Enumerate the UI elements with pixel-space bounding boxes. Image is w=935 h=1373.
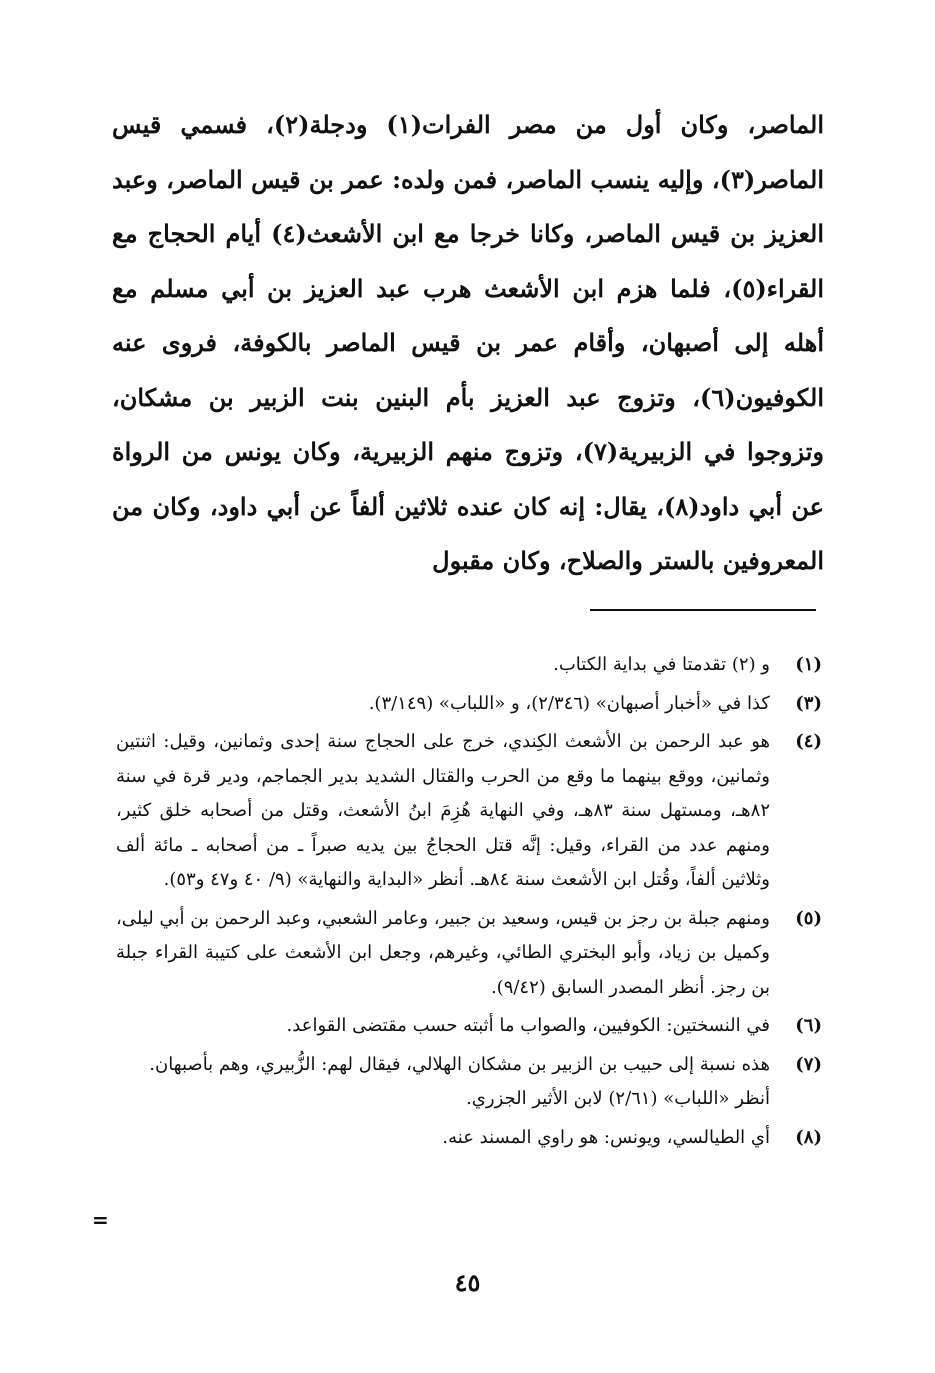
footnote-1 <box>116 648 822 683</box>
footnote-7 <box>116 1048 822 1117</box>
footnotes-section <box>116 648 822 1159</box>
footnote-text: و (٢) تقدمتا في بداية الكتاب. <box>553 654 770 675</box>
footnote-8 <box>116 1121 822 1156</box>
footnote-text: ومنهم جبلة بن رجز بن قيس، وسعيد بن جبير، وعامر الشعبي، وعبد الرحمن بن أبي ليلى، وكميل بن زياد، وأبو البختري الطائي، وغيرهم، وجعل ابن الأشعث على كتيبة القراء جبلة بن رجز. أنظر المصدر السابق (٩/٤٢). <box>116 907 770 998</box>
page-number: ٤٥ <box>454 1268 481 1297</box>
footnote-number: (٣) <box>795 692 822 714</box>
footnote-reference: أنظر «اللباب» (٢/٦١) لابن الأثير الجزري. <box>466 1088 770 1109</box>
footnote-number: (٨) <box>795 1126 822 1148</box>
continuation-mark: = <box>92 1208 109 1232</box>
footnote-number: (٤) <box>795 731 822 752</box>
footnote-separator <box>590 609 816 611</box>
footnote-number: (٥) <box>795 907 822 929</box>
main-paragraph: الماصر، وكان أول من مصر الفرات(١) ودجلة(٢)، فسمي قيس الماصر(٣)، وإليه ينسب الماصر، فمن ولده: عمر بن قيس الماصر، وعبد العزيز بن قيس الماصر، وكانا خرجا مع ابن الأشعث(٤) أيام الحجاج مع القراء(٥)، فلما هزم ابن الأشعث هرب عبد العزيز بن أبي مسلم مع أهله إلى أصبهان، وأقام عمر بن قيس الماصر بالكوفة، فروى عنه الكوفيون(٦)، وتزوج عبد العزيز بأم البنين بنت الزبير بن مشكان، وتزوجوا في الزبيرية(٧)، وتزوج منهم الزبيرية، وكان يونس من الرواة عن أبي داود(٨)، يقال: إنه كان عنده ثلاثين ألفاً عن أبي داود، وكان من المعروفين بالستر والصلاح، وكان مقبول <box>112 110 825 575</box>
footnote-text: أي الطيالسي، ويونس: هو راوي المسند عنه. <box>442 1126 770 1148</box>
footnote-number: (٦) <box>795 1015 822 1036</box>
footnote-number: (٧) <box>795 1053 822 1075</box>
footnote-6 <box>116 1009 822 1044</box>
footnote-text-group <box>116 1048 770 1117</box>
footnote-text: هو عبد الرحمن بن الأشعث الكِندي، خرج على الحجاج سنة إحدى وثمانين، وقيل: اثنتين وثمانين، ووقع بينهما ما وقع من الحرب والقتال الشديد بدير الجماجم، ودير قرة في سنة ٨٢هـ، ومستهل سنة ٨٣هـ، وفي النهاية هُزِمَ ابنُ الأشعث، وقتل من أصحابه خلق كثير، ومنهم عدد من القراء، وقيل: إنَّه قتل الحجاجُ بين يديه صبراً ـ من أصحابه ـ مائة ألف وثلاثين ألفاً، وقُتل ابن الأشعث سنة ٨٤هـ. أنظر «البداية والنهاية» (٩/ ٤٠ و٤٧ و٥٣). <box>116 731 770 890</box>
footnote-text: في النسختين: الكوفيين، والصواب ما أثبته حسب مقتضى القواعد. <box>286 1015 770 1036</box>
footnote-text: كذا في «أخبار أصبهان» (٢/٣٤٦)، و «اللباب» (٣/١٤٩). <box>368 692 770 714</box>
main-text-block <box>112 98 824 589</box>
footnote-5 <box>116 902 822 1006</box>
footnote-4 <box>116 725 822 898</box>
footnote-text: هذه نسبة إلى حبيب بن الزبير بن مشكان الهلالي، فيقال لهم: الزُّبيري، وهم بأصبهان. <box>149 1053 770 1075</box>
footnote-number: (١) <box>795 654 822 675</box>
footnote-3 <box>116 687 822 722</box>
